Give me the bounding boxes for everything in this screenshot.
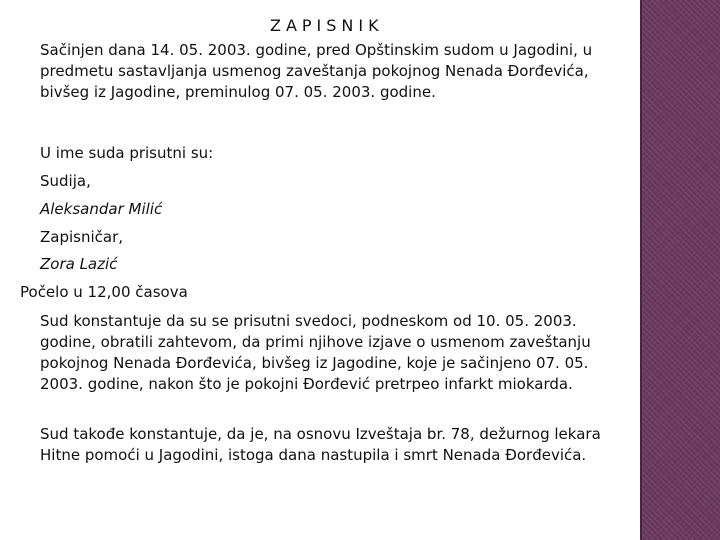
judge-role: Sudija, <box>40 172 91 190</box>
present-heading: U ime suda prisutni su: <box>40 144 214 162</box>
intro-paragraph: Sačinjen dana 14. 05. 2003. godine, pred Opštinskim sudom u Jagodini, u predmetu sastavljanja usmenog zaveštanja pokojnog Nenada Đorđevića, bivšeg iz Jagodine, preminulog 07. 05. 2003. godine. <box>40 41 593 101</box>
clerk-role: Zapisničar, <box>40 228 124 246</box>
judge-name: Aleksandar Milić <box>40 200 163 218</box>
decorative-side-panel <box>640 0 720 540</box>
body-paragraph-2: Sud takođe konstantuje, da je, na osnovu Izveštaja br. 78, dežurnog lekara Hitne pomoći u Jagodini, istoga dana nastupila i smrt Nenada Đorđevića. <box>40 425 601 464</box>
start-time: Počelo u 12,00 časova <box>20 283 188 301</box>
body-paragraph-1: Sud konstantuje da su se prisutni svedoci, podneskom od 10. 05. 2003. godine, obratili zahtevom, da primi njihove izjave o usmenom zaveštanju pokojnog Nenada Đorđevića, bivšeg iz Jagodine, koje je sačinjeno 07. 05. 2003. godine, nakon što je pokojni Đorđević pretrpeo infarkt miokarda. <box>40 312 591 393</box>
clerk-name: Zora Lazić <box>40 255 118 273</box>
document-title: ZAPISNIK <box>270 16 384 35</box>
